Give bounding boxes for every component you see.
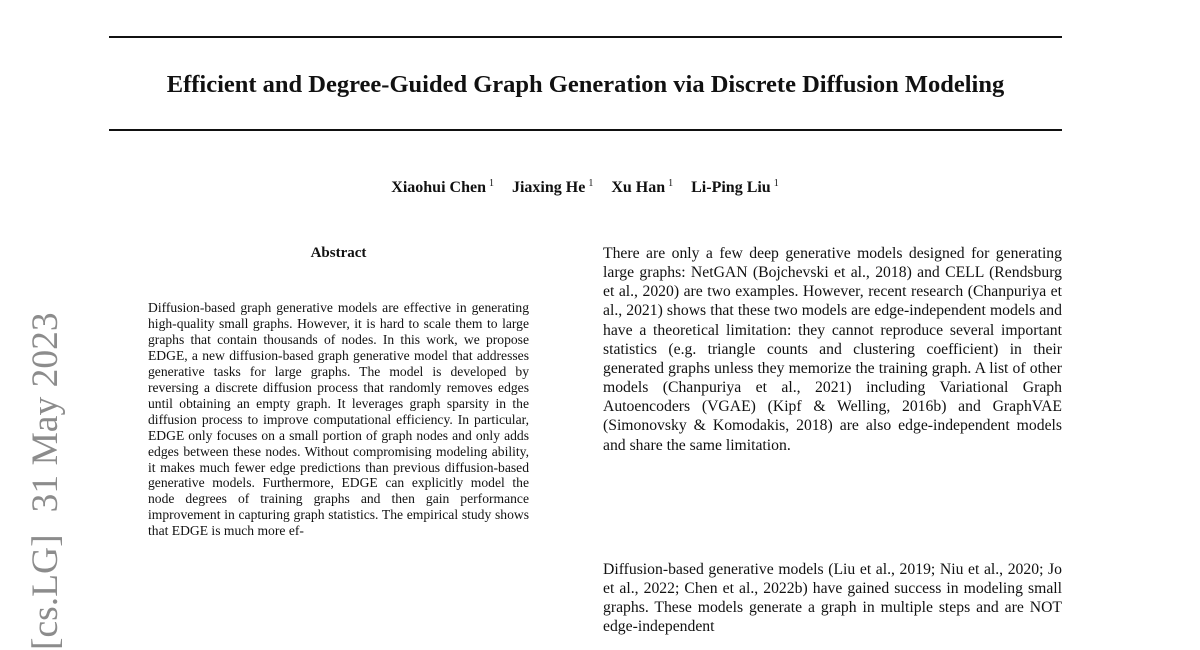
author-4: [691, 179, 779, 196]
author-1: [391, 179, 494, 196]
arxiv-date: 31 May 2023: [25, 312, 66, 513]
paper-title: Efficient and Degree-Guided Graph Generation via Discrete Diffusion Modeling: [166, 71, 1005, 98]
author-list: [0, 174, 1170, 198]
author-affiliation: 1: [668, 178, 674, 189]
body-paragraph: There are only a few deep generative models designed for generating large graphs: NetGAN (Bojchevski et al., 2018) and CELL (Rendsburg et al., 2020) are two examples. However, recent research (Chanpuriya et al., 2021) shows that these two models are edge-independent models and have a theoretical limitation: they cannot reproduce several important statistics (e.g. triangle counts and clustering coefficient) in their generated graphs unless they memorize the training graph. A list of other models (Chanpuriya et al., 2021) including Variational Graph Autoencoders (VGAE) (Kipf & Welling, 2016b) and GraphVAE (Simonovsky & Komodakis, 2018) are also edge-independent models and share the same limitation.: [603, 245, 1062, 454]
author-affiliation: 1: [773, 178, 779, 189]
author-affiliation: 1: [588, 178, 594, 189]
author-2: [512, 179, 593, 196]
body-paragraph: Diffusion-based generative models (Liu et al., 2019; Niu et al., 2020; Jo et al., 2022; Chen et al., 2022b) have gained success in modeling small graphs. These models generate a graph in multiple steps and are NOT edge-independent: [603, 561, 1062, 636]
author-3: [611, 179, 673, 196]
arxiv-sidebar-stamp: [26, 312, 66, 650]
author-affiliation: 1: [488, 178, 494, 189]
author-name: Xu Han: [611, 179, 666, 196]
abstract-text: Diffusion-based graph generative models are effective in generating high-quality small graphs. However, it is hard to scale them to large graphs that contain thousands of nodes. In this work, we propose EDGE, a new diffusion-based graph generative model that addresses generative tasks for large graphs. The model is developed by reversing a discrete diffusion process that randomly removes edges until obtaining an empty graph. It leverages graph sparsity in the diffusion process to improve computational efficiency. In particular, EDGE only focuses on a small portion of graph nodes and only adds edges between these nodes. Without compromising modeling ability, it makes much fewer edge predictions than previous diffusion-based generative models. Furthermore, EDGE can explicitly model the node degrees of training graphs and then gain performance improvement in capturing graph statistics. The empirical study shows that EDGE is much more ef-: [148, 300, 529, 539]
title-rule-top: [109, 36, 1062, 38]
arxiv-category: [cs.LG]: [25, 534, 66, 650]
author-name: Jiaxing He: [511, 179, 586, 196]
abstract-heading: Abstract: [310, 245, 367, 261]
author-name: Li-Ping Liu: [691, 179, 771, 196]
title-rule-bottom: [109, 129, 1062, 131]
author-name: Xiaohui Chen: [391, 179, 486, 196]
